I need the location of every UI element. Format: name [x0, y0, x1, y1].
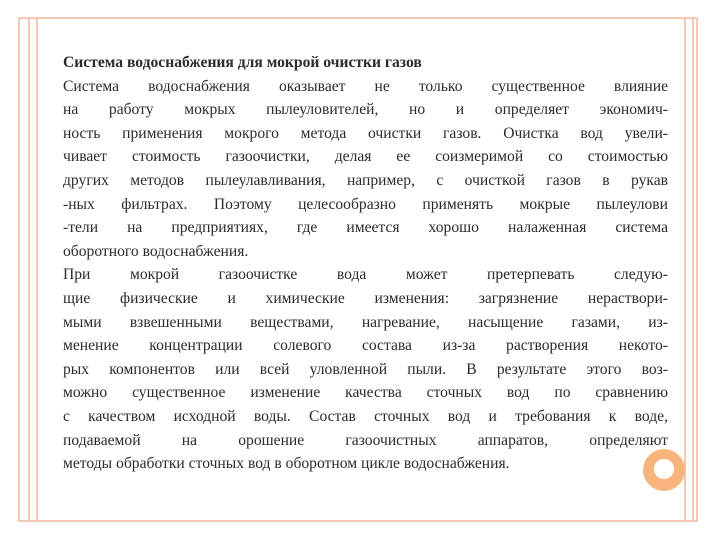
paragraph-1-line: -тели на предприятиях, где имеется хорошо налаженная система: [63, 219, 668, 237]
paragraph-2-line: мыми взвешенными веществами, нагревание, насыщение газами, из-: [63, 313, 668, 331]
paragraph-1-line: -ных фильтрах. Поэтому целесообразно применять мокрые пылеулови: [63, 195, 668, 213]
slide-text: [63, 51, 668, 476]
paragraph-1-line: других методов пылеулавливания, например, с очисткой газов в рукав: [63, 171, 668, 189]
decorative-circle-center: [654, 459, 674, 479]
paragraph-1-line: Система водоснабжения оказывает не только существенное влияние: [63, 77, 668, 95]
paragraph-2-line: При мокрой газоочистке вода может претерпевать следую-: [63, 266, 668, 284]
paragraph-1-line: оборотного водоснабжения.: [63, 242, 249, 260]
paragraph-2-line: можно существенное изменение качества сточных вод по сравнению: [63, 384, 668, 402]
frame-line-right-inner: [684, 17, 686, 522]
paragraph-2-line: рых компонентов или всей уловленной пыли. В результате этого воз-: [63, 360, 668, 378]
paragraph-2-line: подаваемой на орошение газоочистных аппаратов, определяют: [63, 431, 668, 449]
paragraph-1-line: чивает стоимость газоочистки, делая ее соизмеримой со стоимостью: [63, 148, 668, 166]
paragraph-2-line: методы обработки сточных вод в оборотном цикле водоснабжения.: [63, 455, 510, 473]
frame-line-left-inner: [36, 17, 38, 522]
frame-line-right-outer: [692, 17, 694, 522]
paragraph-1-line: ность применения мокрого метода очистки газов. Очистка вод увели-: [63, 124, 668, 142]
paragraph-2-line: щие физические и химические изменения: загрязнение нераствори-: [63, 289, 668, 307]
frame-line-left-outer: [28, 17, 30, 522]
paragraph-1-line: на работу мокрых пылеуловителей, но и определяет экономич-: [63, 101, 668, 119]
paragraph-2-line: с качеством исходной воды. Состав сточных вод и требования к воде,: [63, 407, 668, 425]
slide-title: Система водоснабжения для мокрой очистки газов: [63, 54, 422, 71]
paragraph-2-line: менение концентрации солевого состава из-за растворения некото-: [63, 337, 668, 355]
